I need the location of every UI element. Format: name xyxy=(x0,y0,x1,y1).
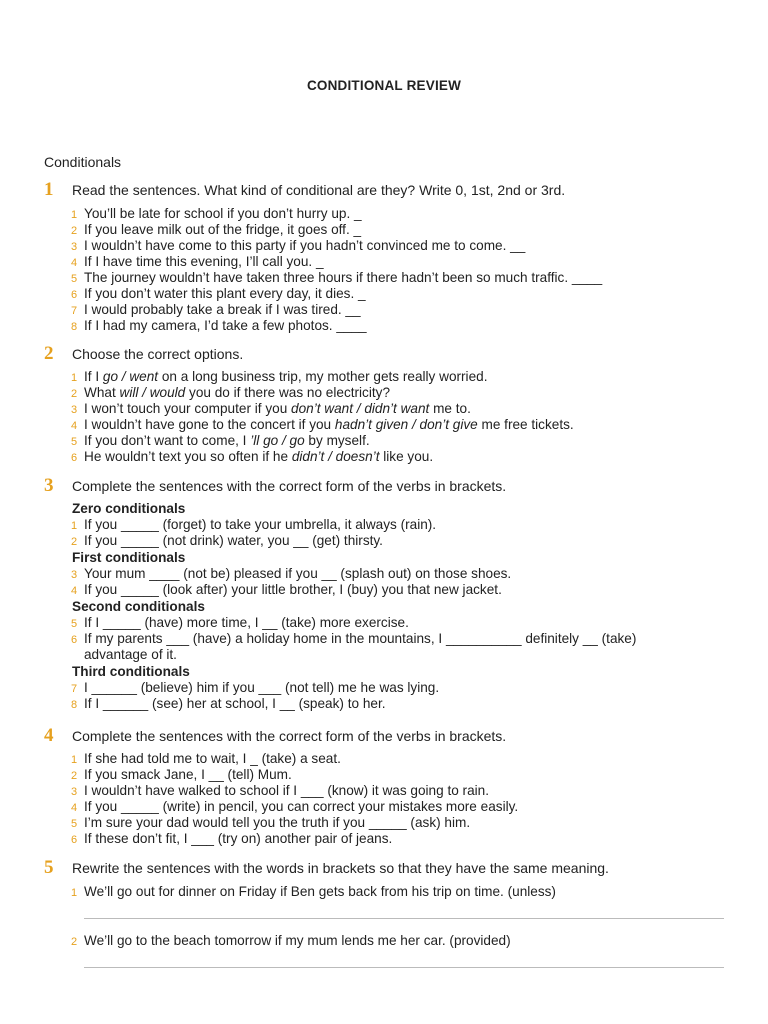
list-item: 1 If I go / went on a long business trip, my mother gets really worried. xyxy=(71,369,488,384)
list-item: 8 If I ______ (see) her at school, I __ (speak) to her. xyxy=(71,696,386,711)
list-item: 2 What will / would you do if there was no electricity? xyxy=(71,385,391,400)
list-item: 4 If you _____ (write) in pencil, you can correct your mistakes more easily. xyxy=(71,799,519,814)
list-item: 3 I wouldn’t have walked to school if I ___ (know) it was going to rain. xyxy=(71,783,490,798)
exercise-instruction: Complete the sentences with the correct form of the verbs in brackets. xyxy=(72,478,507,494)
section-heading: Conditionals xyxy=(44,154,122,170)
exercise-5 xyxy=(44,857,764,978)
list-item: 6 If my parents ___ (have) a holiday home in the mountains, I __________ definitely __ (take) xyxy=(71,631,637,646)
list-item: 5 If I _____ (have) more time, I __ (take) more exercise. xyxy=(71,615,409,630)
list-item: 6 He wouldn’t text you so often if he didn’t / doesn’t like you. xyxy=(71,449,434,464)
list-item: 7 I would probably take a break if I was tired. __ xyxy=(71,302,361,317)
exercise-instruction: Complete the sentences with the correct form of the verbs in brackets. xyxy=(72,728,507,744)
exercise-3 xyxy=(44,475,764,712)
list-item: 2 If you leave milk out of the fridge, it goes off. _ xyxy=(71,222,362,237)
answer-line-2[interactable] xyxy=(84,949,724,968)
list-item: 1 We’ll go out for dinner on Friday if Ben gets back from his trip on time. (unless) xyxy=(71,884,556,899)
answer-line-1[interactable] xyxy=(84,900,724,919)
exercise-instruction: Rewrite the sentences with the words in brackets so that they have the same meaning. xyxy=(72,860,609,876)
list-item: 4 If I have time this evening, I’ll call you. _ xyxy=(71,254,324,269)
list-item: 3 I wouldn’t have come to this party if you hadn’t convinced me to come. __ xyxy=(71,238,526,253)
list-item: 2 We’ll go to the beach tomorrow if my mum lends me her car. (provided) xyxy=(71,933,511,948)
list-item: 1 You’ll be late for school if you don’t hurry up. _ xyxy=(71,206,362,221)
list-item: 2 If you smack Jane, I __ (tell) Mum. xyxy=(71,767,292,782)
list-item: 5 The journey wouldn’t have taken three hours if there hadn’t been so much traffic. ____ xyxy=(71,270,603,285)
list-item: 3 I won’t touch your computer if you don’t want / didn’t want me to. xyxy=(71,401,471,416)
list-item: 1 If you _____ (forget) to take your umbrella, it always (rain). xyxy=(71,517,437,532)
exercise-4 xyxy=(44,725,764,847)
list-item-continuation: advantage of it. xyxy=(84,647,177,662)
exercise-1 xyxy=(44,179,764,334)
list-item: 6 If you don’t water this plant every day, it dies. _ xyxy=(71,286,366,301)
page-title: CONDITIONAL REVIEW xyxy=(306,78,462,93)
list-item: 5 I’m sure your dad would tell you the truth if you _____ (ask) him. xyxy=(71,815,471,830)
list-item: 4 If you _____ (look after) your little brother, I (buy) you that new jacket. xyxy=(71,582,502,597)
list-item: 7 I ______ (believe) him if you ___ (not tell) me he was lying. xyxy=(71,680,440,695)
exercise-instruction: Read the sentences. What kind of conditional are they? Write 0, 1st, 2nd or 3rd. xyxy=(72,182,566,198)
exercise-instruction: Choose the correct options. xyxy=(72,346,244,362)
list-item: 1 If she had told me to wait, I _ (take) a seat. xyxy=(71,751,341,766)
list-item: 4 I wouldn’t have gone to the concert if you hadn’t given / don’t give me free tickets. xyxy=(71,417,574,432)
subheading-second: Second conditionals xyxy=(72,599,205,614)
exercise-number: 5 xyxy=(44,857,54,878)
subheading-first: First conditionals xyxy=(72,550,186,565)
subheading-zero: Zero conditionals xyxy=(72,501,186,516)
exercise-number: 2 xyxy=(44,343,54,364)
list-item: 2 If you _____ (not drink) water, you __ (get) thirsty. xyxy=(71,533,383,548)
exercise-number: 3 xyxy=(44,475,54,496)
list-item: 5 If you don’t want to come, I ’ll go / go by myself. xyxy=(71,433,370,448)
exercise-number: 4 xyxy=(44,725,54,746)
list-item: 3 Your mum ____ (not be) pleased if you __ (splash out) on those shoes. xyxy=(71,566,512,581)
list-item: 6 If these don’t fit, I ___ (try on) another pair of jeans. xyxy=(71,831,393,846)
exercise-2 xyxy=(44,343,764,465)
subheading-third: Third conditionals xyxy=(72,664,190,679)
list-item: 8 If I had my camera, I’d take a few photos. ____ xyxy=(71,318,367,333)
exercise-number: 1 xyxy=(44,179,54,200)
